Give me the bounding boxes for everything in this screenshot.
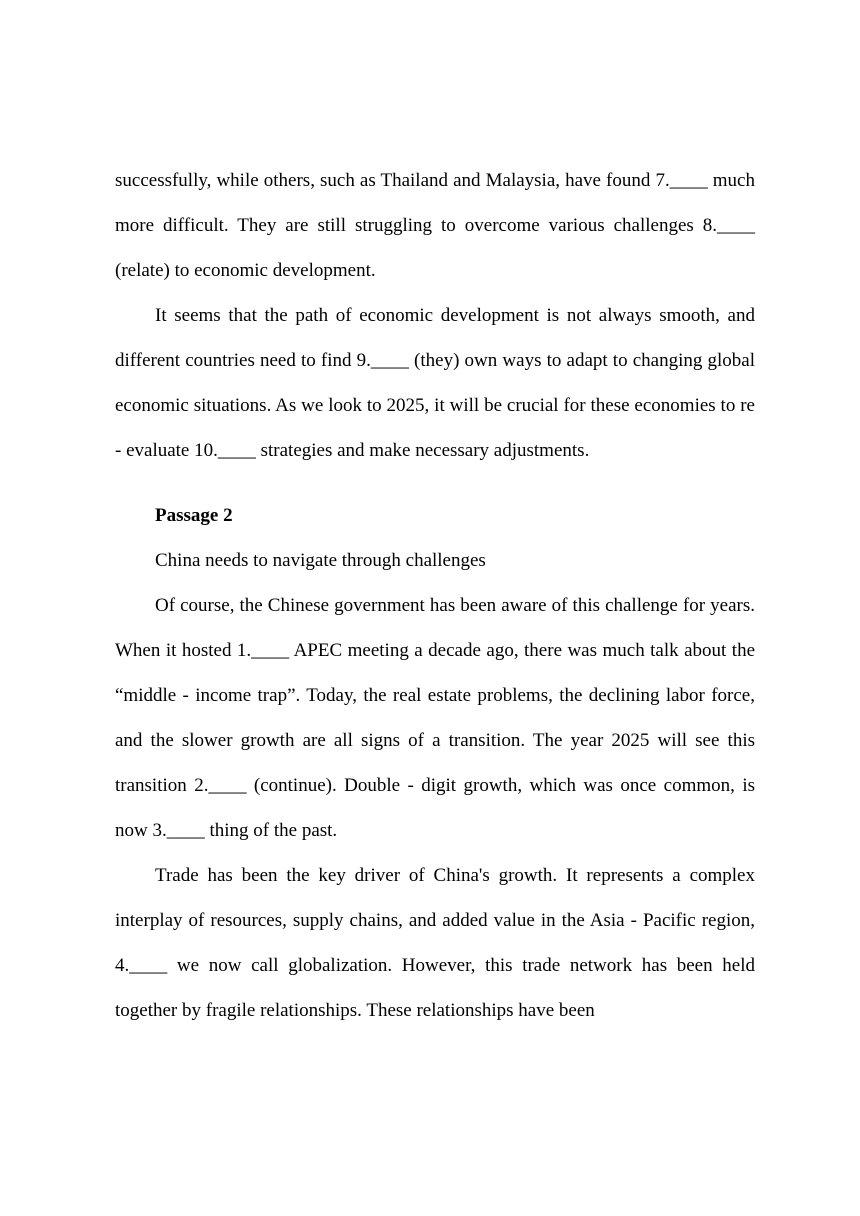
paragraph-continuation: successfully, while others, such as Thailand and Malaysia, have found 7.____ much more difficult. They are still struggling to overcome various challenges 8.____ (relate) to economic development.	[115, 170, 755, 281]
passage-2-paragraph-2: Trade has been the key driver of China's growth. It represents a complex interplay of resources, supply chains, and added value in the Asia - Pacific region, 4.____ we now call globalization. However, this trade network has been held together by fragile relationships. These relationships have been	[115, 865, 755, 1021]
passage-2-paragraph-1: Of course, the Chinese government has been aware of this challenge for years. When it hosted 1.____ APEC meeting a decade ago, there was much talk about the “middle - income trap”. Today, the real estate problems, the declining labor force, and the slower growth are all signs of a transition. The year 2025 will see this transition 2.____ (continue). Double - digit growth, which was once common, is now 3.____ thing of the past.	[115, 595, 755, 841]
passage-2-title: China needs to navigate through challenges	[155, 550, 486, 571]
paragraph-economic-path: It seems that the path of economic development is not always smooth, and different countries need to find 9.____ (they) own ways to adapt to changing global economic situations. As we look to 2025, it will be crucial for these economies to re - evaluate 10.____ strategies and make necessary adjustments.	[115, 305, 755, 461]
section-spacer	[115, 473, 755, 493]
passage-2-heading: Passage 2	[155, 505, 233, 526]
document-body	[115, 158, 755, 1033]
